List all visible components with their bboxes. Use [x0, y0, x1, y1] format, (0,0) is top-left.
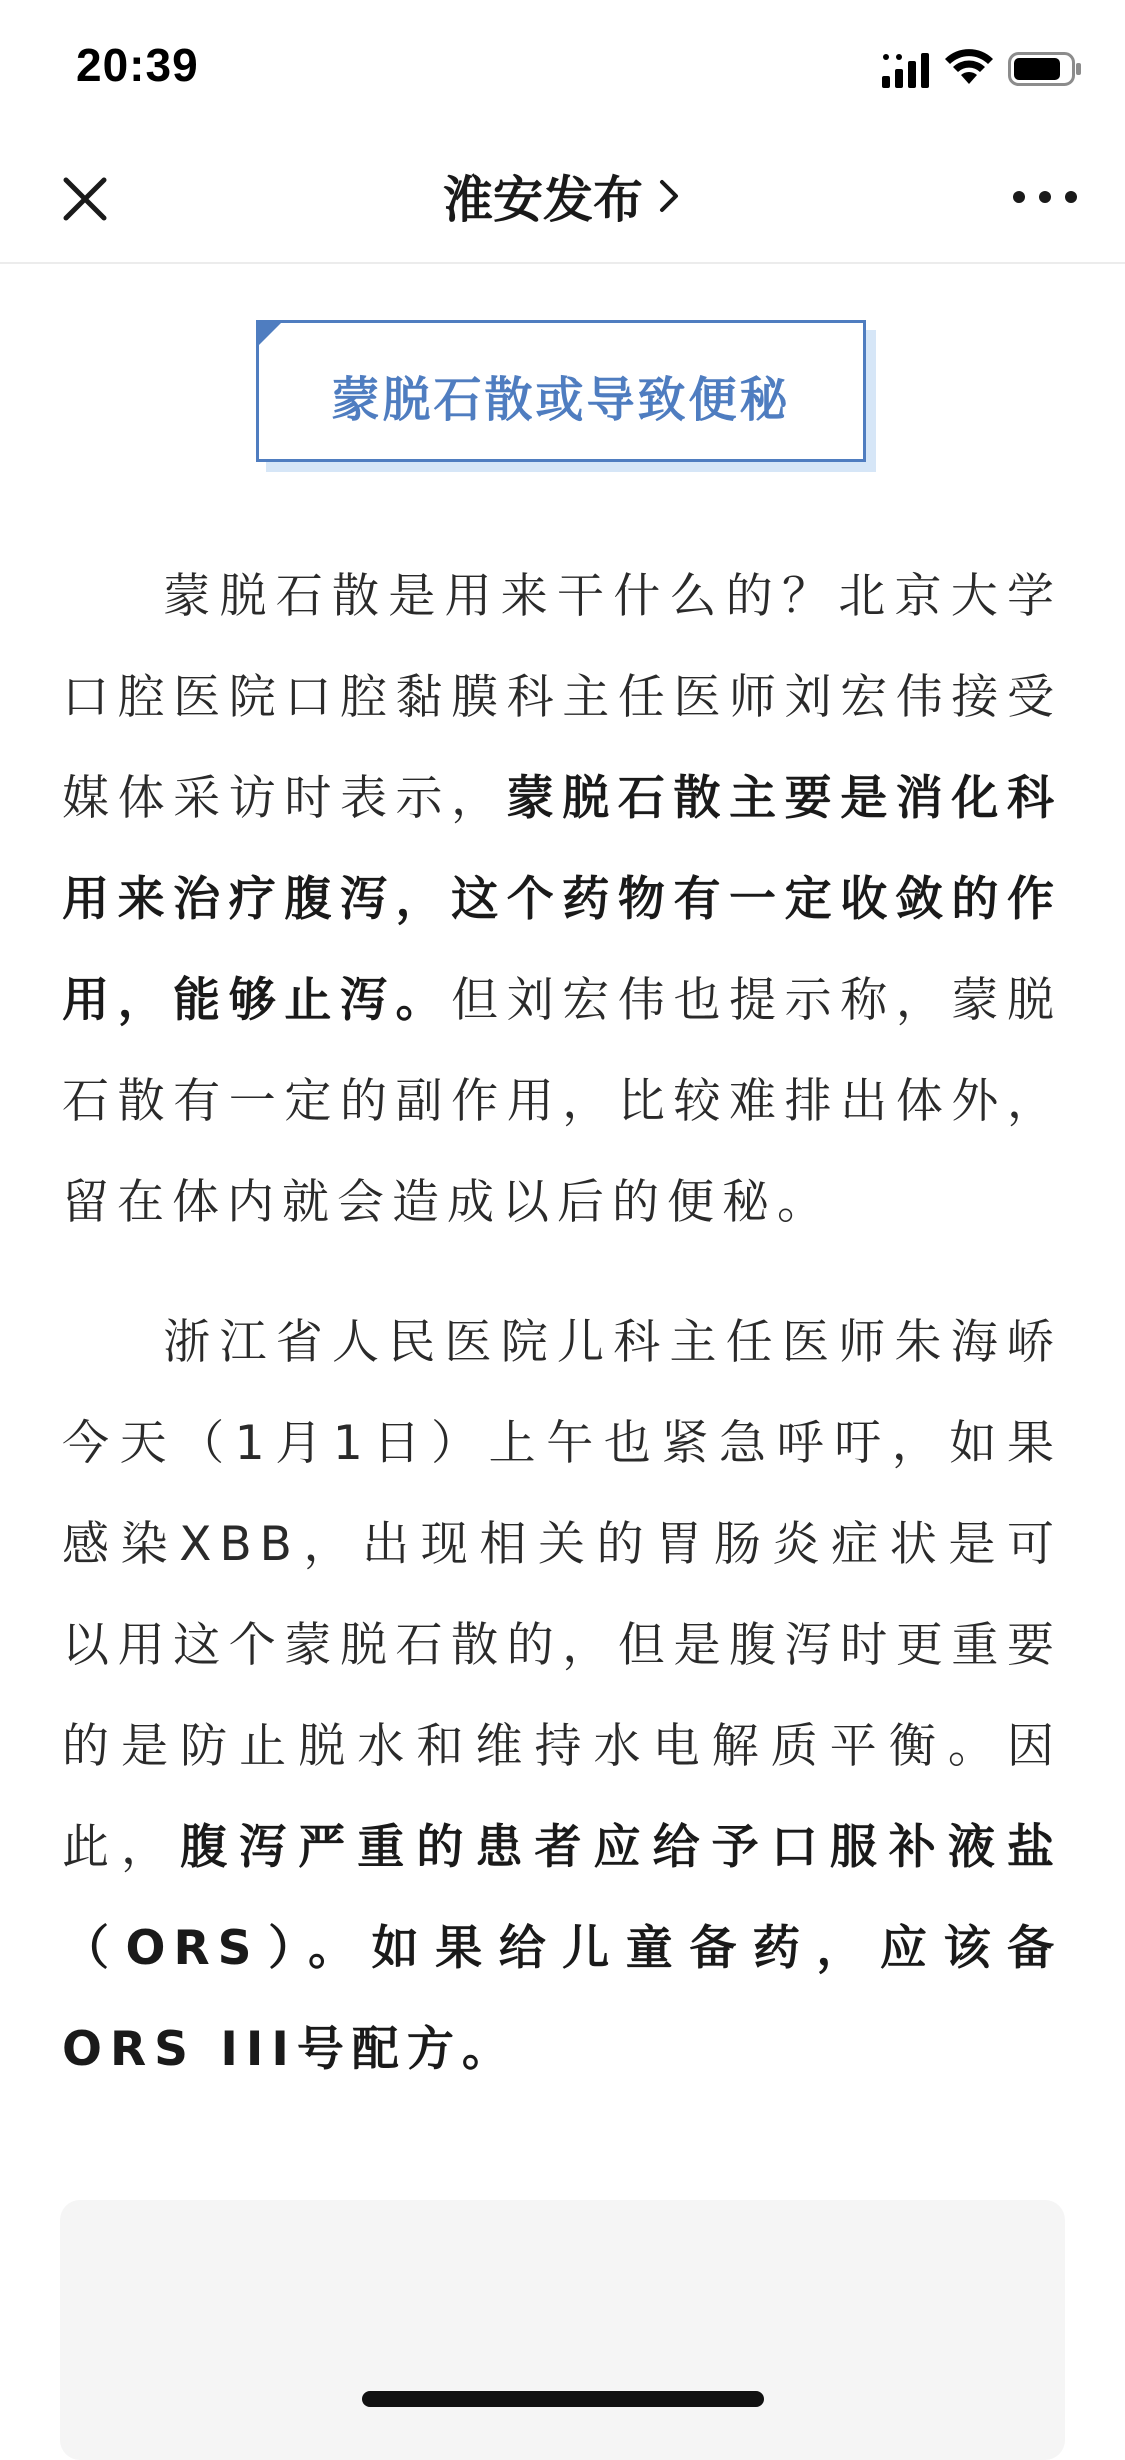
paragraph-text: 浙江省人民医院儿科主任医师朱海峤今天（1月1日）上午也紧急呼吁，如果感染XBB，出现相关的胃肠炎症状是可以用这个蒙脱石散的，但是腹泻时更重要的是防止脱水和维持水电解质平衡。因此， — [62, 1315, 1062, 1875]
status-bar — [0, 0, 1125, 132]
heading-corner-decoration — [256, 320, 284, 348]
paragraph-text: 但刘宏伟也提示称，蒙脱石散有一定的副作用，比较难排出体外，留在体内就会造成以后的便秘。 — [62, 973, 1063, 1230]
account-title-button[interactable] — [0, 160, 1125, 232]
paragraph-text: 蒙脱石散是用来干什么的？北京大学口腔医院口腔黏膜科主任医师刘宏伟接受媒体采访时表示， — [62, 569, 1062, 826]
article-paragraph-1 — [62, 546, 1062, 1253]
paragraph-bold-text: 腹泻严重的患者应给予口服补液盐（ORS）。如果给儿童备药，应该备ORS III号配方。 — [62, 1820, 1062, 2077]
section-heading-text: 蒙脱石散或导致便秘 — [331, 372, 791, 428]
battery-icon — [1008, 52, 1082, 86]
nav-bar — [0, 132, 1125, 264]
section-heading — [256, 320, 866, 462]
chevron-right-icon — [656, 176, 682, 216]
more-horizontal-icon[interactable] — [1005, 172, 1085, 222]
home-indicator[interactable] — [362, 2391, 764, 2407]
status-time: 20:39 — [76, 39, 199, 91]
nav-title: 淮安发布 — [442, 171, 643, 229]
wifi-icon — [944, 48, 994, 86]
signal-icon — [882, 52, 932, 88]
article-paragraph-2 — [62, 1292, 1062, 2100]
paragraph-bold-text: 蒙脱石散主要是消化科用来治疗腹泻，这个药物有一定收敛的作用，能够止泻。 — [62, 771, 1063, 1028]
content-card — [60, 2200, 1065, 2460]
